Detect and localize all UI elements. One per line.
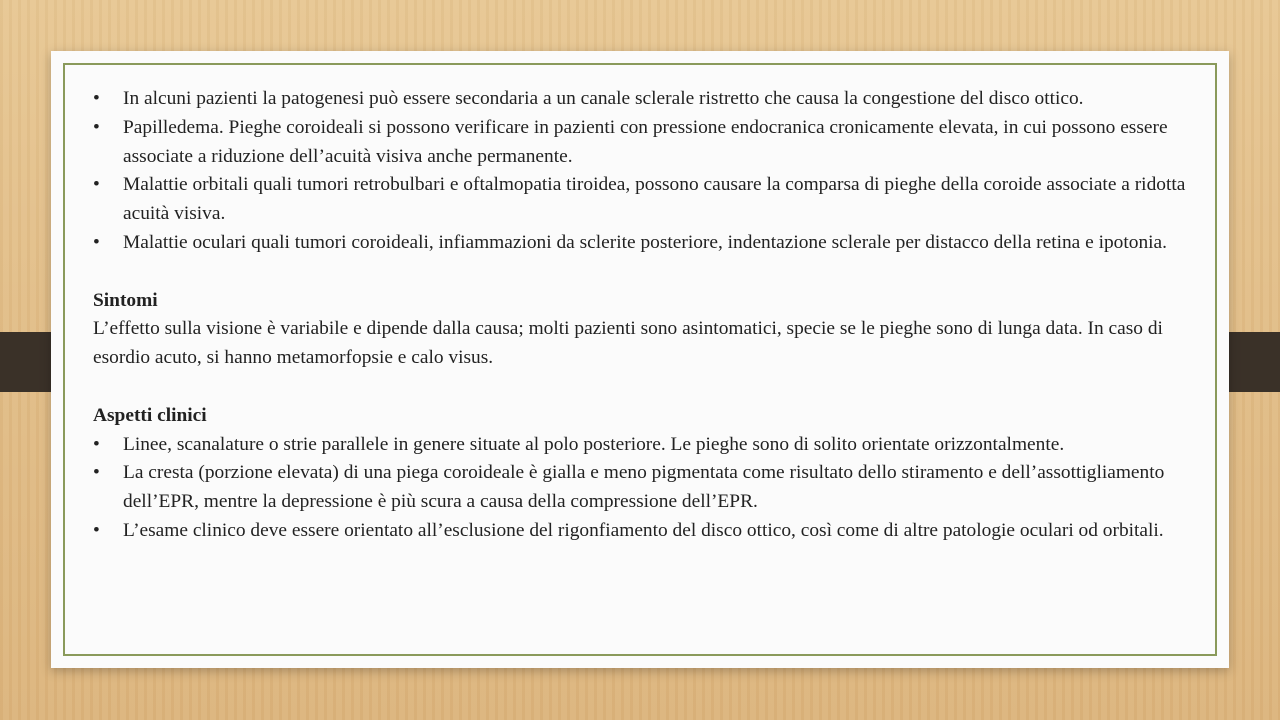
list-item [93,85,1193,114]
list-item [93,229,1193,258]
slide-content [93,85,1193,546]
list-item-text: In alcuni pazienti la patogenesi può essere secondaria a un canale sclerale ristretto che causa la congestione del disco ottico. [123,88,1084,109]
bullet-icon: • [93,433,100,455]
list-item [93,114,1193,172]
bullet-icon: • [93,231,100,253]
causes-list [93,85,1193,258]
list-item [93,431,1193,460]
list-item-text: L’esame clinico deve essere orientato all’esclusione del rigonfiamento del disco ottico, così come di altre patologie oculari od orbitali. [123,519,1164,541]
list-item-text: Malattie orbitali quali tumori retrobulbari e oftalmopatia tiroidea, possono causare la comparsa di pieghe della coroide associate a ridotta acuità visiva. [123,174,1186,225]
bullet-icon: • [93,116,100,138]
bullet-icon: • [93,462,100,484]
sintomi-text: L’effetto sulla visione è variabile e dipende dalla causa; molti pazienti sono asintomatici, specie se le pieghe sono di lunga data. In caso di esordio acuto, si hanno metamorfopsie e calo visus. [93,318,1163,369]
aspetti-clinici-list [93,431,1193,546]
sintomi-heading: Sintomi [93,289,158,311]
bullet-icon: • [93,519,100,541]
list-item [93,171,1193,229]
list-item-text: La cresta (porzione elevata) di una piega coroideale è gialla e meno pigmentata come risultato dello stiramento e dell’assottigliamento dell’EPR, mentre la depressione è più scura a causa della compressione dell’EPR. [123,462,1165,513]
list-item [93,459,1193,517]
bullet-icon: • [93,174,100,196]
bullet-icon: • [93,88,100,109]
list-item-text: Linee, scanalature o strie parallele in genere situate al polo posteriore. Le pieghe sono di solito orientate orizzontalmente. [123,433,1065,455]
list-item-text: Malattie oculari quali tumori coroideali, infiammazioni da sclerite posteriore, indentazione sclerale per distacco della retina e ipotonia. [123,231,1167,253]
list-item [93,517,1193,546]
list-item-text: Papilledema. Pieghe coroideali si possono verificare in pazienti con pressione endocranica cronicamente elevata, in cui possono essere associate a riduzione dell’acuità visiva anche permanente. [123,116,1168,167]
aspetti-clinici-heading: Aspetti clinici [93,404,207,426]
slide-card [51,51,1229,668]
